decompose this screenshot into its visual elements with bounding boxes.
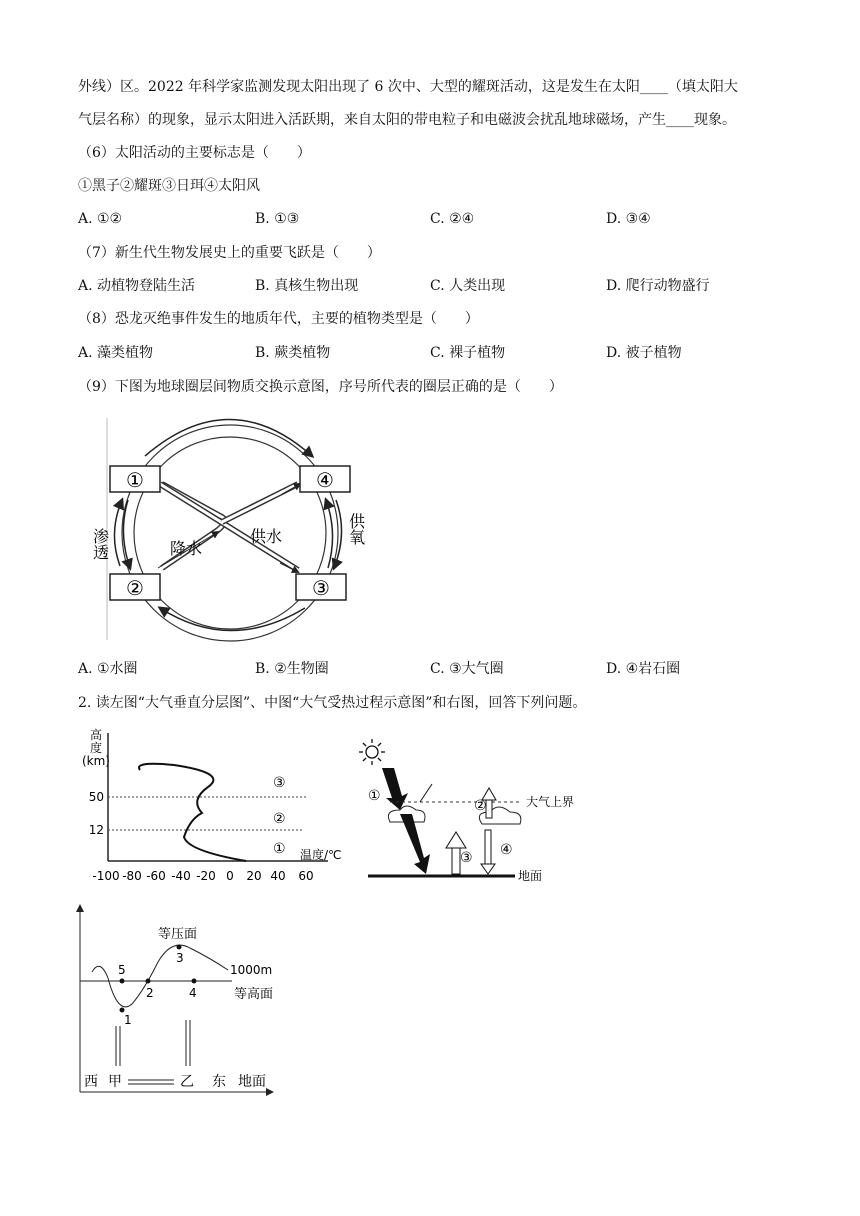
arrow-label-2: ②: [474, 798, 487, 814]
xtick: -80: [122, 869, 142, 883]
point-1: 1: [124, 1013, 132, 1027]
ylabel-text: 高: [89, 728, 103, 742]
q7-option-b[interactable]: B. 真核生物出现: [255, 278, 359, 294]
box-label-3: ③: [312, 576, 330, 600]
label-supply-water: 供水: [250, 527, 283, 546]
xtick: -100: [92, 869, 120, 883]
q8-option-a[interactable]: A. 藻类植物: [78, 345, 154, 361]
height-label: 1000m: [230, 963, 273, 977]
xtick: 20: [246, 869, 262, 883]
q6-option-c[interactable]: C. ②④: [430, 211, 475, 227]
isobar-label: 等压面: [158, 927, 198, 942]
xlabel-text: 温度/℃: [300, 848, 342, 862]
ground-label: 地面: [518, 869, 543, 883]
arrow-label-3: ③: [460, 850, 473, 866]
q7-option-d[interactable]: D. 爬行动物盛行: [606, 278, 710, 294]
point-2: 2: [146, 986, 154, 1000]
layer-label-2: ②: [273, 811, 286, 827]
xtick: -20: [196, 869, 216, 883]
q2-stem: 2. 读左图“大气垂直分层图”、中图“大气受热过程示意图”和右图，回答下列问题。: [78, 695, 587, 711]
intro-line-1: 外线）区。2022 年科学家监测发现太阳出现了 6 次中、大型的耀斑活动，这是发生在太阳____（填太阳大: [78, 79, 738, 95]
q9-stem: （9）下图为地球圈层间物质交换示意图，序号所代表的圈层正确的是（ ）: [78, 379, 563, 395]
xtick: 40: [270, 869, 286, 883]
q7-option-a[interactable]: A. 动植物登陆生活: [78, 278, 196, 294]
q6-stem: （6）太阳活动的主要标志是（ ）: [78, 145, 311, 161]
ground-west: 西: [84, 1074, 98, 1090]
arrow-label-1: ①: [368, 788, 381, 804]
contour-label: 等高面: [234, 987, 274, 1002]
label-seep: 渗透: [90, 528, 110, 560]
intro-line-2: 气层名称）的现象，显示太阳进入活跃期，来自太阳的带电粒子和电磁波会扰乱地球磁场，产生____现象。: [78, 112, 736, 128]
ground-east: 东: [212, 1074, 226, 1090]
layer-label-3: ③: [273, 775, 286, 791]
point-4: 4: [189, 986, 197, 1000]
q6-option-b[interactable]: B. ①③: [255, 211, 300, 227]
sphere-exchange-diagram: [90, 408, 366, 648]
box-label-2: ②: [126, 576, 144, 600]
layer-label-1: ①: [273, 841, 286, 857]
svg-text:度: 度: [89, 741, 103, 755]
q9-option-b[interactable]: B. ②生物圈: [255, 661, 329, 677]
label-fall-water: 降水: [170, 539, 203, 558]
q8-option-c[interactable]: C. 裸子植物: [430, 345, 506, 361]
ground-jia: 甲: [108, 1074, 122, 1090]
sun-icon: [359, 739, 385, 765]
atmosphere-heating-figure: [360, 738, 575, 888]
top-boundary-label: 大气上界: [526, 795, 575, 809]
xtick: -60: [146, 869, 166, 883]
q6-option-d[interactable]: D. ③④: [606, 211, 651, 227]
label-oxygen: 供氧: [346, 513, 366, 545]
point-3: 3: [176, 951, 184, 965]
q6-option-a[interactable]: A. ①②: [78, 211, 123, 227]
point-5: 5: [118, 963, 126, 977]
ground-surface: 地面: [238, 1074, 266, 1090]
isobar-figure: [72, 900, 292, 1100]
svg-text:(km): (km): [81, 754, 111, 768]
arrow-label-4: ④: [500, 842, 513, 858]
q8-option-b[interactable]: B. 蕨类植物: [255, 345, 331, 361]
ytick-50: 50: [88, 790, 104, 804]
q8-stem: （8）恐龙灭绝事件发生的地质年代，主要的植物类型是（ ）: [78, 311, 479, 327]
box-label-4: ④: [316, 468, 334, 492]
q6-items: ①黑子②耀斑③日珥④太阳风: [78, 178, 260, 194]
xtick: 0: [226, 869, 234, 883]
q7-option-c[interactable]: C. 人类出现: [430, 278, 506, 294]
q9-option-a[interactable]: A. ①水圈: [78, 661, 138, 677]
ground-yi: 乙: [180, 1074, 194, 1090]
atmosphere-layers-figure: [78, 725, 358, 885]
box-label-1: ①: [126, 468, 144, 492]
ytick-12: 12: [88, 823, 104, 837]
xtick: -40: [171, 869, 191, 883]
q7-stem: （7）新生代生物发展史上的重要飞跃是（ ）: [78, 245, 381, 261]
q9-option-c[interactable]: C. ③大气圈: [430, 661, 504, 677]
xtick: 60: [298, 869, 314, 883]
q8-option-d[interactable]: D. 被子植物: [606, 345, 682, 361]
q9-option-d[interactable]: D. ④岩石圈: [606, 661, 681, 677]
